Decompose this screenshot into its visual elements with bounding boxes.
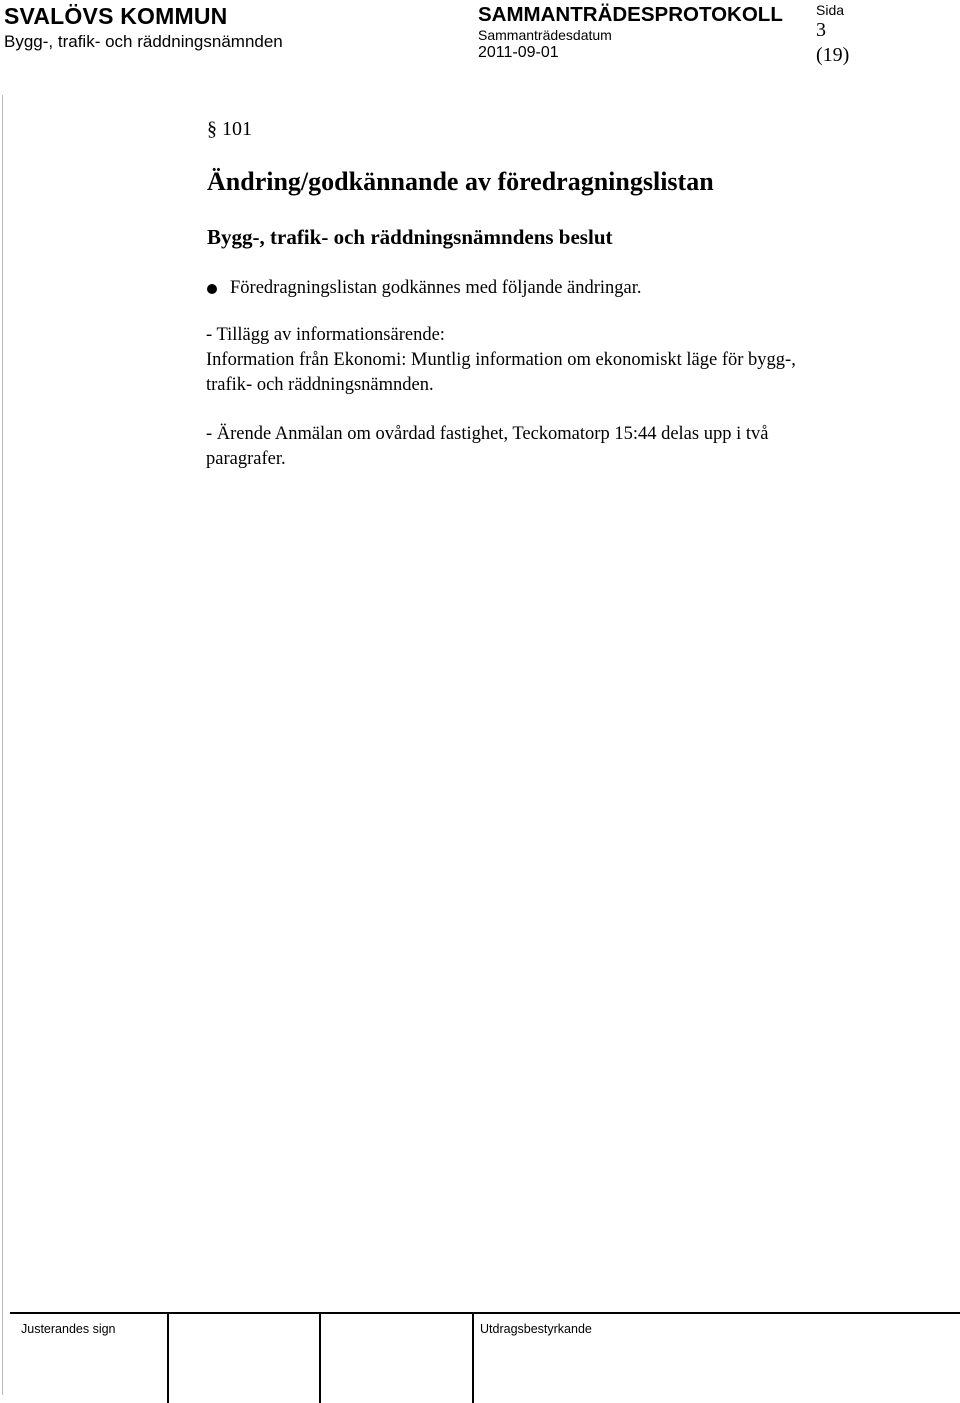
paragraph-line: - Ärende Anmälan om ovårdad fastighet, Teckomatorp 15:44 delas upp i två [206, 424, 769, 444]
page-label: Sida [816, 2, 845, 18]
item-title: Ändring/godkännande av föredragningslistan [207, 167, 714, 196]
paragraph-line: Information från Ekonomi: Muntlig information om ekonomiskt läge för bygg-, [206, 350, 796, 370]
meeting-date-label: Sammanträdesdatum [478, 27, 612, 43]
paragraph-information-addition [206, 323, 906, 398]
footer-divider [167, 1314, 169, 1403]
decision-bullet [207, 278, 642, 299]
page-number: 3 [816, 19, 826, 41]
paragraph-item-split [206, 422, 906, 472]
footer-divider [472, 1314, 474, 1403]
paragraph-line: trafik- och räddningsnämnden. [206, 375, 434, 395]
page-total: (19) [816, 44, 850, 66]
decision-bullet-text: Föredragningslistan godkännes med följande ändringar. [230, 278, 642, 298]
extract-certification-label: Utdragsbestyrkande [480, 1322, 592, 1336]
section-number: § 101 [207, 118, 252, 140]
decision-heading: Bygg-, trafik- och räddningsnämndens beslut [207, 225, 613, 249]
paragraph-line: - Tillägg av informationsärende: [206, 325, 445, 345]
footer-rule [10, 1312, 960, 1314]
meeting-date: 2011-09-01 [478, 44, 559, 61]
department-name: Bygg-, trafik- och räddningsnämnden [4, 32, 283, 51]
paragraph-line: paragrafer. [206, 449, 286, 469]
bullet-icon [207, 284, 217, 294]
signature-box-label: Justerandes sign [21, 1322, 116, 1336]
organization-name: SVALÖVS KOMMUN [4, 3, 228, 29]
document-type-title: SAMMANTRÄDESPROTOKOLL [478, 3, 783, 26]
margin-line [2, 95, 3, 1395]
footer-divider [319, 1314, 321, 1403]
